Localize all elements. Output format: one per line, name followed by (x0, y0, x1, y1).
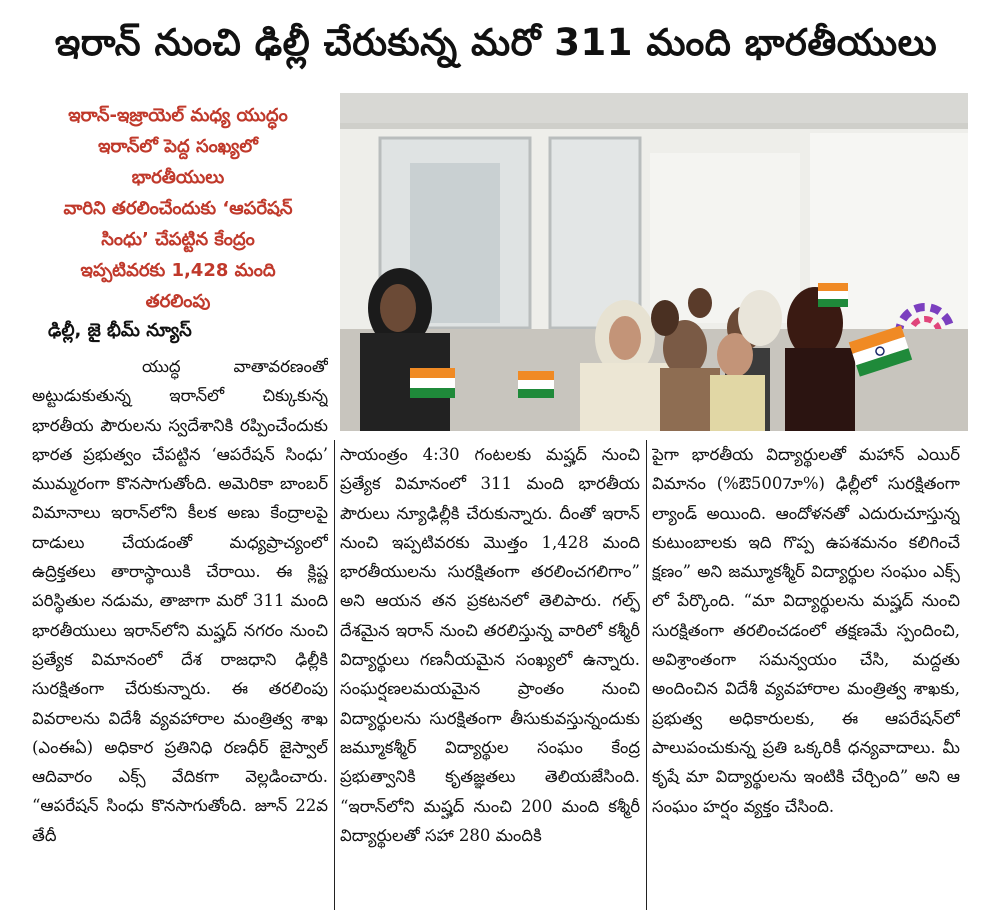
indian-flag-icon (518, 371, 554, 398)
deck-line: తరలింపు (145, 291, 211, 312)
dateline: ఢిల్లీ, జై భీమ్ న్యూస్ (48, 320, 192, 341)
article-column-1 (32, 352, 328, 912)
photo-illustration (340, 93, 968, 431)
airport-arrivals-photo (340, 93, 968, 431)
deck-highlights (28, 100, 328, 317)
deck-line: భారతీయులు (131, 167, 225, 188)
deck-line: వారిని తరలించేందుకు ‘ఆపరేషన్ (63, 198, 293, 219)
deck-line: ఇప్పటివరకు 1,428 మంది (80, 260, 276, 281)
article-column-3 (652, 440, 960, 914)
column-divider (646, 440, 647, 910)
article-text: పైగా భారతీయ విద్యార్థులతో మహాన్ ఎయిర్ విమానం (%ఔ5007ూ%) ఢిల్లీలో సురక్షితంగా ల్యాండ్ అయింది. ఆందోళనతో ఎదురుచూస్తున్న కుటుంబాలకు ఇది గొప్ప ఉపశమనం కలిగించే క్షణం” అని జమ్మూకశ్మీర్ విద్యార్థుల సంఘం ఎక్స్ లో పేర్కొంది. “మా విద్యార్థులను మష్హద్ నుంచి సురక్షితంగా తరలించడంలో తక్షణమే స్పందించి, అవిశ్రాంతంగా సమన్వయం చేసి, మద్దతు అందించిన విదేశీ వ్యవహారాల మంత్రిత్వ శాఖకు, ప్రభుత్వ అధికారులకు, ఈ ఆపరేషన్‌లో పాలుపంచుకున్న ప్రతి ఒక్కరికీ ధన్యవాదాలు. మీ కృషే మా విద్యార్థులను ఇంటికి చేర్చింది” అని ఆ సంఘం హర్షం వ్యక్తం చేసింది. (652, 445, 960, 816)
article-text: యుద్ధ వాతావరణంతో అట్టుడుకుతున్న ఇరాన్‌లో చిక్కుకున్న భారతీయ పౌరులను స్వదేశానికి రప్పించేందుకు భారత ప్రభుత్వం చేపట్టిన ‘ఆపరేషన్ సింధు’ ముమ్మరంగా కొనసాగుతోంది. అమెరికా బాంబర్ విమానాలు ఇరాన్‌లోని కీలక అణు కేంద్రాలపై దాడులు చేయడంతో మధ్యప్రాచ్యంలో ఉద్రిక్తతలు తారాస్థాయికి చేరాయి. ఈ క్లిష్ట పరిస్థితుల నడుమ, తాజాగా మరో 311 మంది భారతీయులు ఇరాన్‌లోని మష్హద్ నగరం నుంచి ప్రత్యేక విమానంలో దేశ రాజధాని ఢిల్లీకి సురక్షితంగా చేరుకున్నారు. ఈ తరలింపు వివరాలను విదేశీ వ్యవహారాల మంత్రిత్వ శాఖ (ఎంఈఏ) అధికార ప్రతినిధి రణధీర్ జైస్వాల్ ఆదివారం ఎక్స్ వేదికగా వెల్లడించారు. “ఆపరేషన్ సింధు కొనసాగుతోంది. జూన్ 22వ తేదీ (32, 357, 328, 845)
headline: ఇరాన్ నుంచి ఢిల్లీ చేరుకున్న మరో 311 మంది భారతీయులు (54, 21, 938, 64)
column-divider (334, 440, 335, 910)
deck-line: ఇరాన్-ఇజ్రాయెల్ మధ్య యుద్ధం (68, 105, 288, 126)
deck-line: సింధు’ చేపట్టిన కేంద్రం (101, 229, 255, 250)
indian-flag-icon (818, 283, 848, 307)
deck-line: ఇరాన్‌లో పెద్ద సంఖ్యలో (98, 136, 258, 157)
indian-flag-icon (410, 368, 455, 398)
article-text: సాయంత్రం 4:30 గంటలకు మష్హద్ నుంచి ప్రత్యేక విమానంలో 311 మంది భారతీయ పౌరులు న్యూఢిల్లీకి చేరుకున్నారు. దీంతో ఇరాన్ నుంచి ఇప్పటివరకు మొత్తం 1,428 మంది భారతీయులను సురక్షితంగా తరలించగలిగాం” అని ఆయన తన ప్రకటనలో తెలిపారు. గల్ఫ్ దేశమైన ఇరాన్ నుంచి తరలిస్తున్న వారిలో కశ్మీరీ విద్యార్థులు గణనీయమైన సంఖ్యలో ఉన్నారు. సంఘర్షణలమయమైన ప్రాంతం నుంచి విద్యార్థులను సురక్షితంగా తీసుకువస్తున్నందుకు జమ్మూకశ్మీర్ విద్యార్థుల సంఘం కేంద్ర ప్రభుత్వానికి కృతజ్ఞతలు తెలియజేసింది. “ఇరాన్‌లోని మష్హద్ నుంచి 200 మంది కశ్మీరీ విద్యార్థులతో సహా 280 మందికి (340, 445, 640, 845)
article-column-2 (340, 440, 640, 914)
